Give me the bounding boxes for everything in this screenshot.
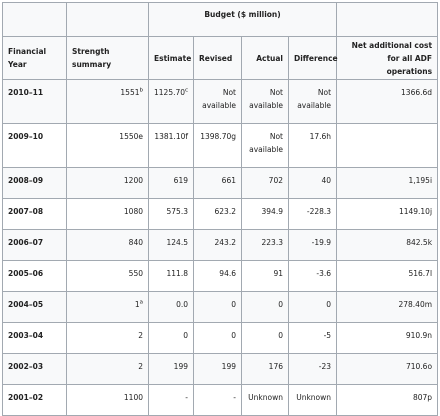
cell-revised: 0 <box>194 292 242 323</box>
table-row <box>3 168 438 199</box>
cell-revised: - <box>194 385 242 416</box>
cell-net: 910.9n <box>337 323 438 354</box>
table-row <box>3 230 438 261</box>
cell-year: 2006–07 <box>3 230 67 261</box>
cell-strength-value: 1 <box>134 300 140 309</box>
header-budget-group: Budget ($ million) <box>149 3 337 37</box>
table-row <box>3 385 438 416</box>
header-blank-net <box>337 3 438 37</box>
cell-revised: Not available <box>194 80 242 124</box>
header-blank-strength <box>67 3 149 37</box>
cell-revised: 94.6 <box>194 261 242 292</box>
cell-difference: Unknown <box>289 385 337 416</box>
table-row <box>3 261 438 292</box>
cell-strength-value: 1100 <box>123 393 143 402</box>
footnote-marker: b <box>139 87 143 94</box>
cell-estimate-value: 199 <box>173 362 188 371</box>
cell-estimate-value: 0.0 <box>176 300 188 309</box>
cell-strength <box>67 261 149 292</box>
table-row <box>3 354 438 385</box>
cell-actual: 91 <box>242 261 289 292</box>
header-revised: Revised <box>194 37 242 80</box>
cell-estimate <box>149 261 194 292</box>
cell-estimate <box>149 168 194 199</box>
cell-actual: 223.3 <box>242 230 289 261</box>
cell-strength-value: 2 <box>138 331 143 340</box>
cell-estimate <box>149 323 194 354</box>
header-blank-year <box>3 3 67 37</box>
cell-estimate-value: 1125.70 <box>154 88 186 97</box>
table-header <box>3 3 438 80</box>
cell-strength-value: 2 <box>138 362 143 371</box>
table-container <box>2 2 438 416</box>
cell-net: 710.6o <box>337 354 438 385</box>
header-strength-summary: Strength summary <box>67 37 149 80</box>
header-net-additional-cost: Net additional cost for all ADF operations <box>337 37 438 80</box>
cell-actual: Not available <box>242 124 289 168</box>
cell-net: 807p <box>337 385 438 416</box>
cell-net: 1,195i <box>337 168 438 199</box>
cell-difference: -23 <box>289 354 337 385</box>
cell-estimate <box>149 292 194 323</box>
cell-strength <box>67 124 149 168</box>
cell-revised: 0 <box>194 323 242 354</box>
cell-strength-value: 550 <box>128 269 143 278</box>
cell-strength-value: 1551 <box>120 88 140 97</box>
cell-actual: 394.9 <box>242 199 289 230</box>
cell-difference: 40 <box>289 168 337 199</box>
cell-difference: -5 <box>289 323 337 354</box>
cell-estimate-value: 575.3 <box>166 207 188 216</box>
cell-strength-value: 840 <box>128 238 143 247</box>
cell-estimate-value: 124.5 <box>166 238 188 247</box>
cell-net: 842.5k <box>337 230 438 261</box>
cell-net <box>337 124 438 168</box>
cell-net: 278.40m <box>337 292 438 323</box>
cell-actual: 0 <box>242 323 289 354</box>
cell-estimate <box>149 354 194 385</box>
table-row <box>3 124 438 168</box>
cell-estimate <box>149 230 194 261</box>
cell-estimate <box>149 80 194 124</box>
header-actual: Actual <box>242 37 289 80</box>
cell-estimate-value: 1381.10f <box>154 132 188 141</box>
cell-net: 516.7l <box>337 261 438 292</box>
cell-difference: 17.6h <box>289 124 337 168</box>
cell-difference: 0 <box>289 292 337 323</box>
cell-net: 1366.6d <box>337 80 438 124</box>
cell-actual: 0 <box>242 292 289 323</box>
cell-year: 2009–10 <box>3 124 67 168</box>
cell-actual: 176 <box>242 354 289 385</box>
cell-year: 2007–08 <box>3 199 67 230</box>
cell-strength-value: 1080 <box>123 207 143 216</box>
cell-actual: 702 <box>242 168 289 199</box>
header-row-columns <box>3 37 438 80</box>
adf-costs-table <box>2 2 438 416</box>
header-estimate: Estimate <box>149 37 194 80</box>
cell-strength <box>67 80 149 124</box>
footnote-marker: a <box>139 299 143 306</box>
cell-year: 2004–05 <box>3 292 67 323</box>
cell-strength <box>67 199 149 230</box>
cell-estimate-value: 619 <box>173 176 188 185</box>
table-row <box>3 323 438 354</box>
cell-estimate <box>149 385 194 416</box>
cell-estimate-value: 0 <box>183 331 188 340</box>
cell-difference: -19.9 <box>289 230 337 261</box>
cell-difference: -228.3 <box>289 199 337 230</box>
cell-difference: -3.6 <box>289 261 337 292</box>
table-row <box>3 199 438 230</box>
header-row-group <box>3 3 438 37</box>
table-row <box>3 80 438 124</box>
header-financial-year: Financial Year <box>3 37 67 80</box>
cell-year: 2001–02 <box>3 385 67 416</box>
cell-strength-value: 1550e <box>119 132 143 141</box>
cell-strength <box>67 385 149 416</box>
table-body <box>3 80 438 416</box>
cell-revised: 243.2 <box>194 230 242 261</box>
cell-year: 2008–09 <box>3 168 67 199</box>
footnote-marker: c <box>185 87 189 94</box>
header-difference: Difference <box>289 37 337 80</box>
cell-estimate-value: - <box>185 393 188 402</box>
cell-net: 1149.10j <box>337 199 438 230</box>
cell-actual: Not available <box>242 80 289 124</box>
cell-revised: 1398.70g <box>194 124 242 168</box>
cell-strength <box>67 354 149 385</box>
cell-actual: Unknown <box>242 385 289 416</box>
cell-estimate <box>149 199 194 230</box>
cell-difference: Not available <box>289 80 337 124</box>
cell-strength <box>67 323 149 354</box>
cell-year: 2002–03 <box>3 354 67 385</box>
cell-revised: 623.2 <box>194 199 242 230</box>
cell-strength <box>67 230 149 261</box>
cell-strength-value: 1200 <box>123 176 143 185</box>
cell-year: 2010–11 <box>3 80 67 124</box>
cell-year: 2005–06 <box>3 261 67 292</box>
cell-strength <box>67 292 149 323</box>
cell-estimate-value: 111.8 <box>166 269 188 278</box>
table-row <box>3 292 438 323</box>
cell-strength <box>67 168 149 199</box>
cell-estimate <box>149 124 194 168</box>
cell-revised: 199 <box>194 354 242 385</box>
cell-revised: 661 <box>194 168 242 199</box>
cell-year: 2003–04 <box>3 323 67 354</box>
